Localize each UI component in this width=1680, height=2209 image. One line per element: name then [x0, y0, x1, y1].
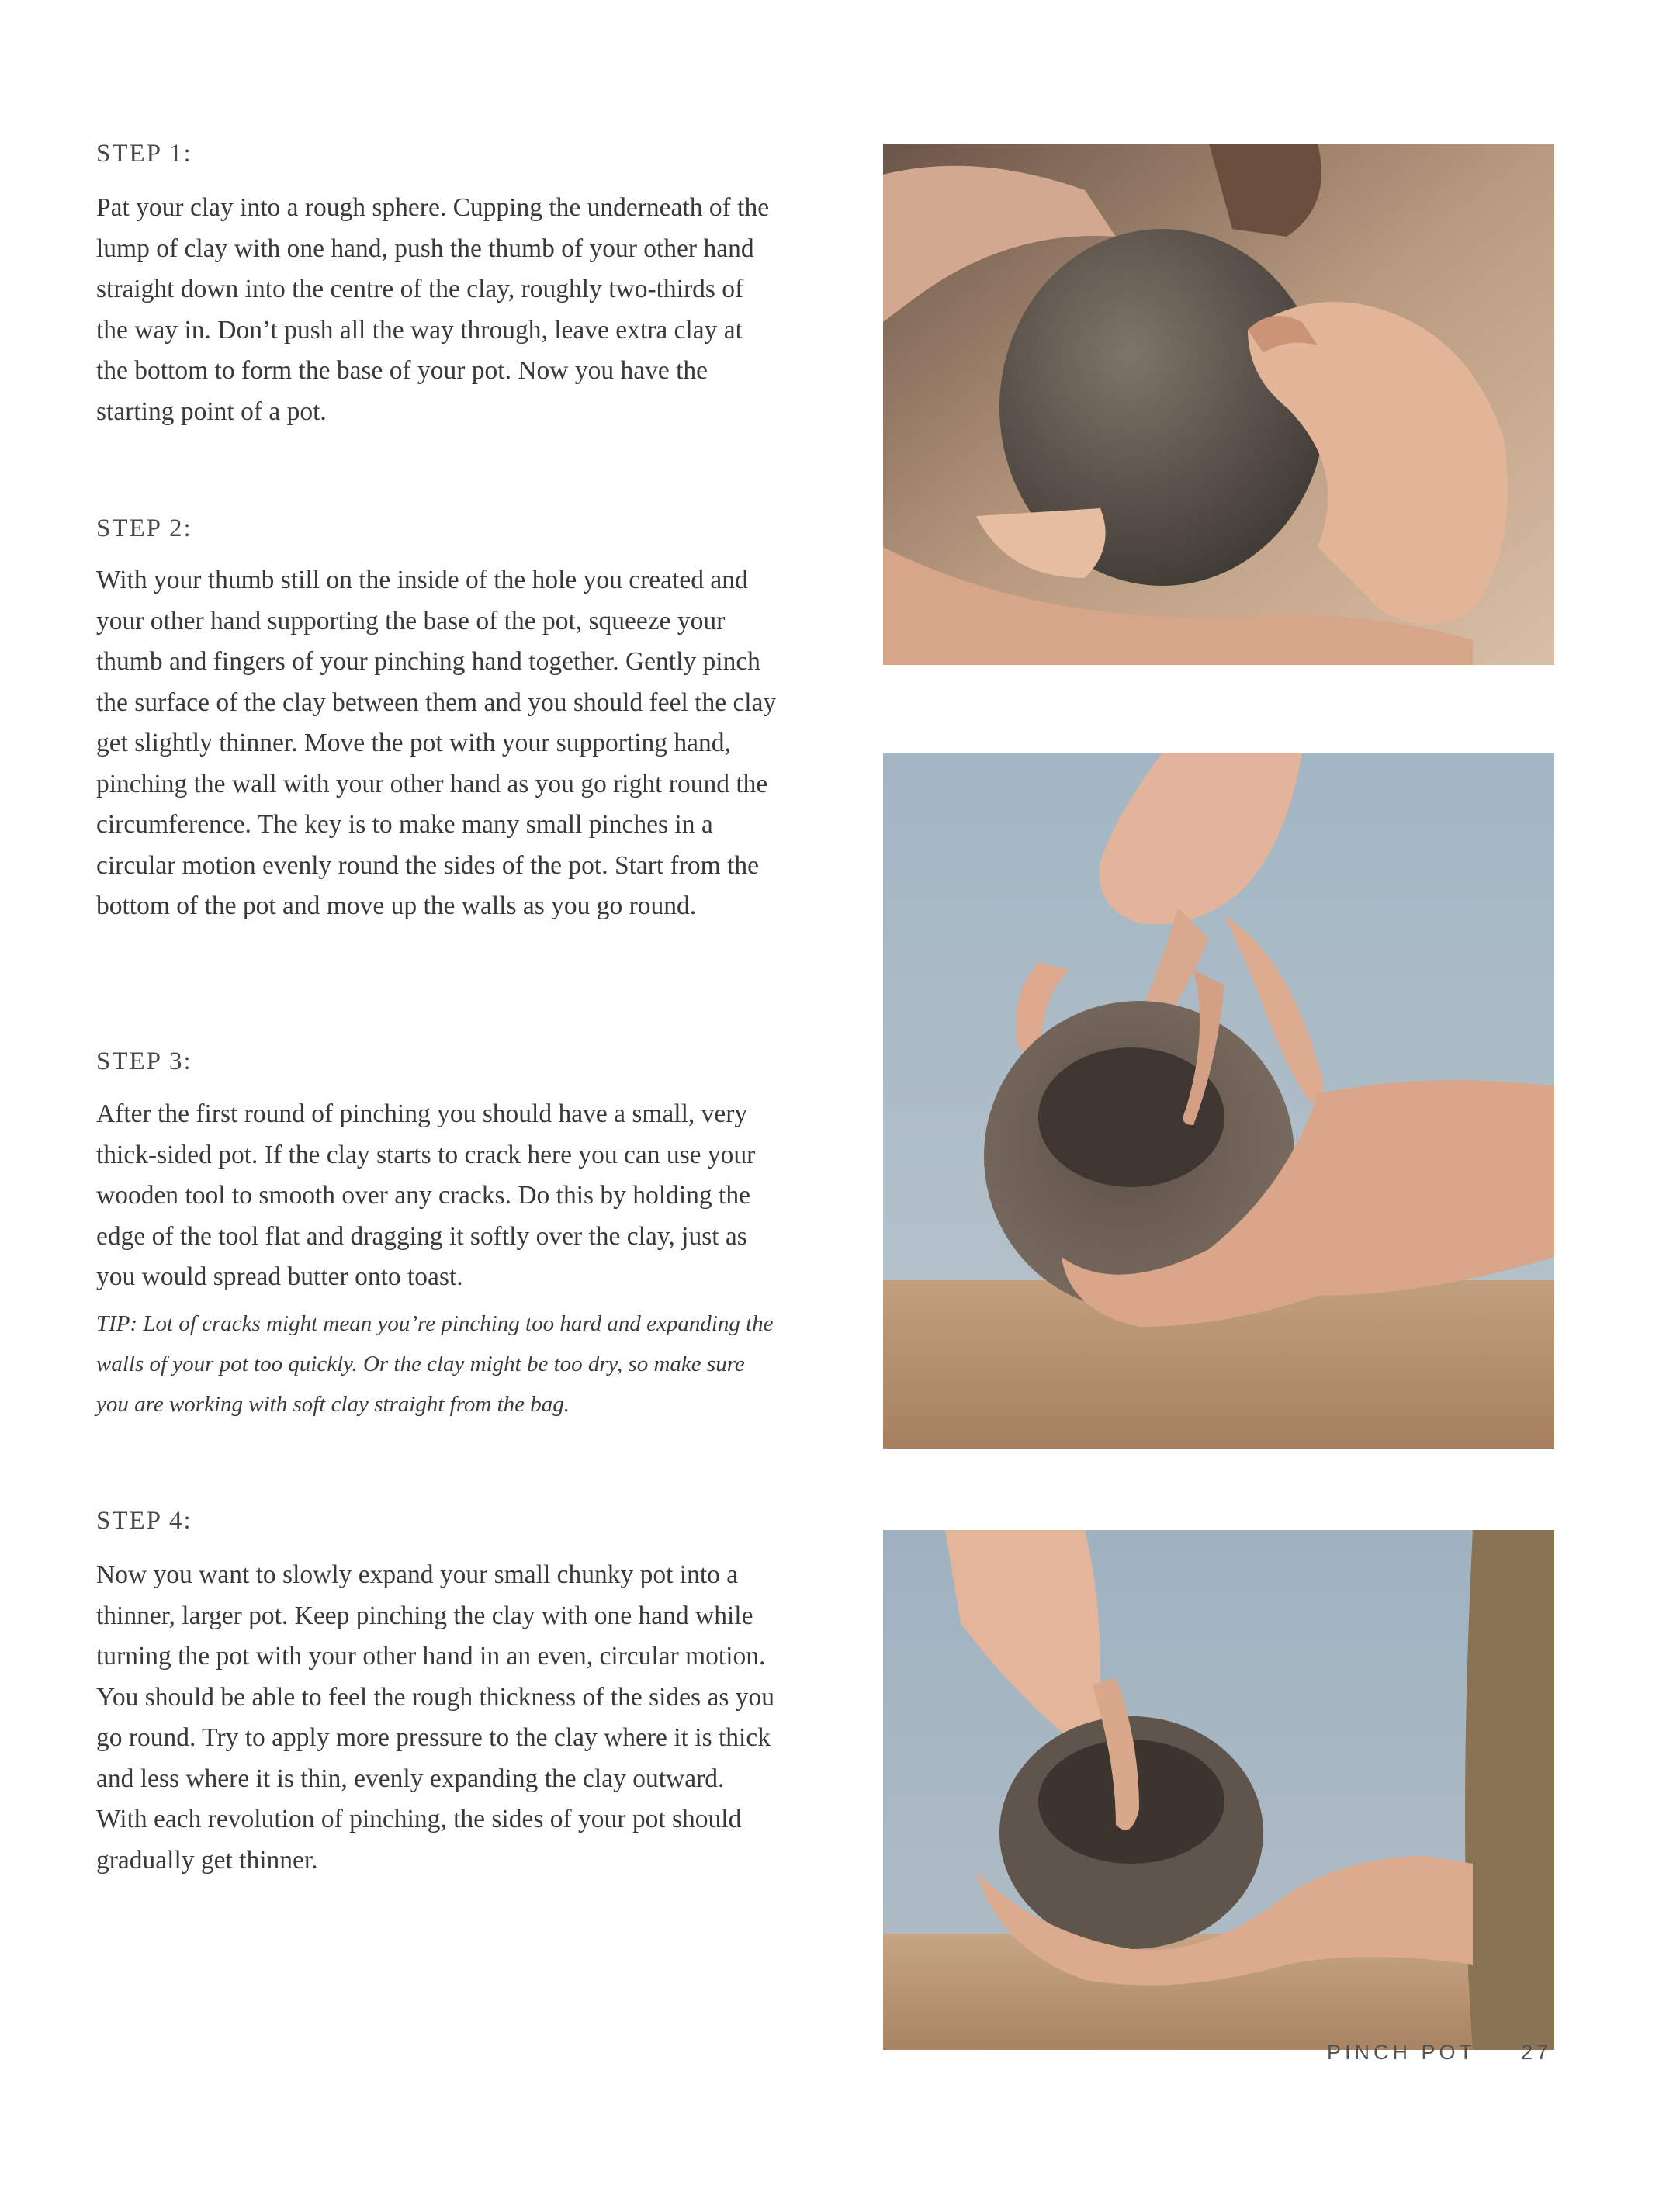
section-title: PINCH POT	[1326, 2041, 1476, 2064]
step-1-photo	[883, 144, 1554, 665]
page-number: 27	[1520, 2041, 1552, 2064]
step-1-heading: STEP 1:	[96, 140, 192, 168]
step-1-illustration	[883, 144, 1554, 665]
step-4-body: Now you want to slowly expand your small chunky pot into a thinner, larger pot. Keep pinching the clay with one hand while turning the pot with your other hand in an even, circular motion. You should be able to feel the rough thickness of the sides as you go round. Try to apply more pressure to the clay where it is thick and less where it is thin, evenly expanding the clay outward. With each revolution of pinching, the sides of your pot should gradually get thinner.	[96, 1560, 774, 1875]
step-3-tip: TIP: Lot of cracks might mean you’re pinching too hard and expanding the walls of your pot too quickly. Or the clay might be too dry, so make sure you are working with soft clay straight from the bag.	[96, 1311, 774, 1417]
step-3-body: After the first round of pinching you should have a small, very thick-sided pot. If the clay starts to crack here you can use your wooden tool to smooth over any cracks. Do this by holding the edge of the tool flat and dragging it softly over the clay, just as you would spread butter onto toast.	[96, 1099, 756, 1291]
step-4-illustration	[883, 1530, 1554, 2050]
step-2-3-illustration	[883, 753, 1554, 1449]
step-4-heading: STEP 4:	[96, 1507, 192, 1535]
step-1-body: Pat your clay into a rough sphere. Cupping the underneath of the lump of clay with one hand, push the thumb of your other hand straight down into the centre of the clay, roughly two-thirds of the way in. Don’t push all the way through, leave extra clay at the bottom to form the base of your pot. Now you have the starting point of a pot.	[96, 193, 770, 426]
step-2-heading: STEP 2:	[96, 514, 192, 542]
step-2-3-photo	[883, 753, 1554, 1449]
page-footer	[1319, 2041, 1552, 2065]
step-2-body: With your thumb still on the inside of the hole you created and your other hand supporting the base of the pot, squeeze your thumb and fingers of your pinching hand together. Gently pinch the surface of the clay between them and you should feel the clay get slightly thinner. Move the pot with your supporting hand, pinching the wall with your other hand as you go right round the circumference. The key is to make many small pinches in a circular motion evenly round the sides of the pot. Start from the bottom of the pot and move up the walls as you go round.	[96, 566, 777, 920]
step-3-heading: STEP 3:	[96, 1047, 192, 1075]
step-4-photo	[883, 1530, 1554, 2050]
